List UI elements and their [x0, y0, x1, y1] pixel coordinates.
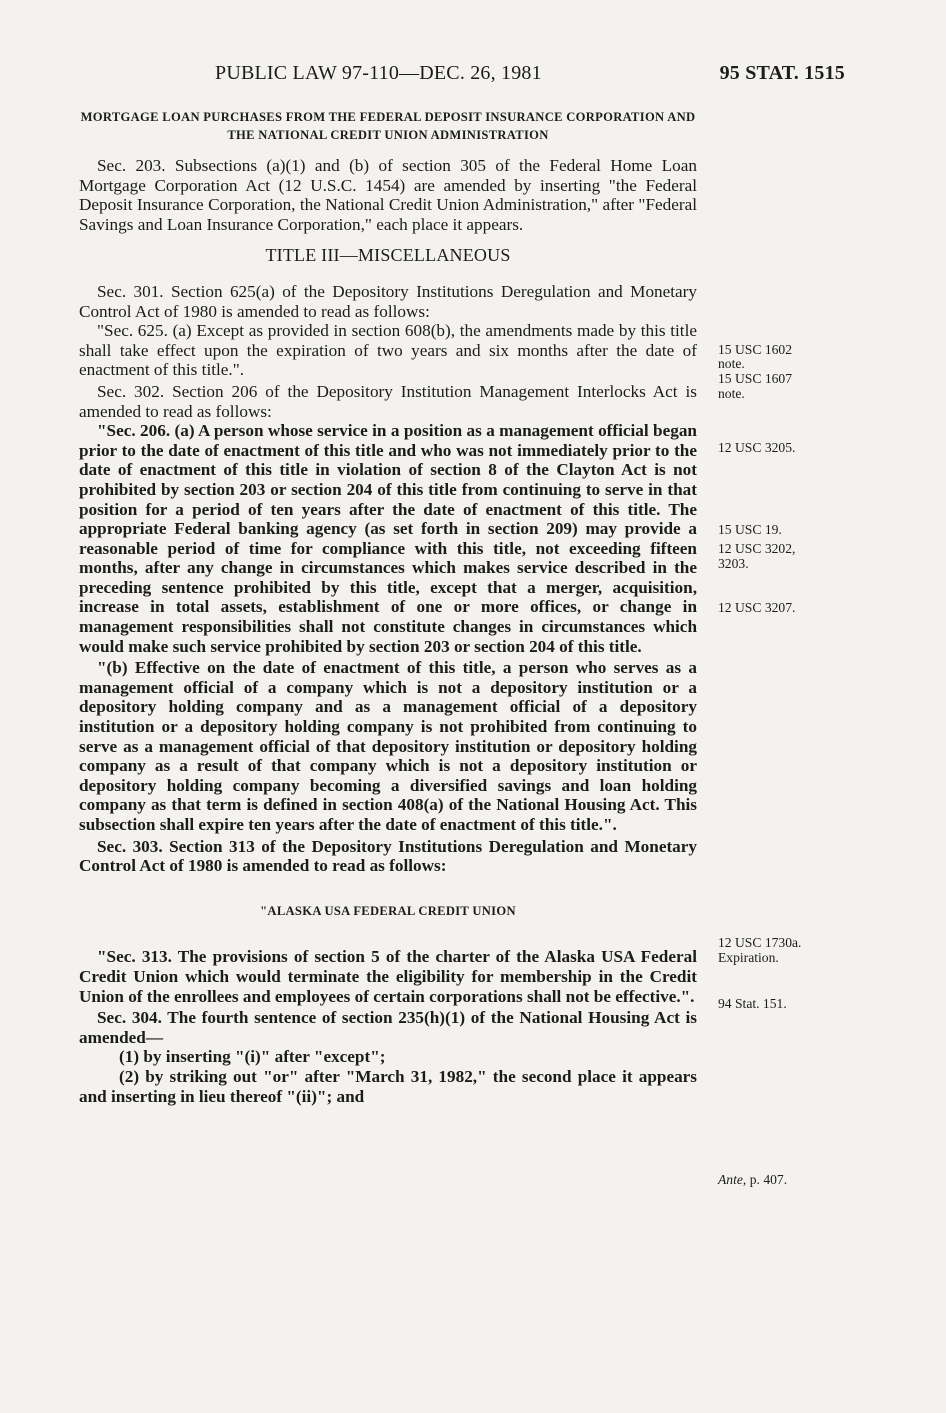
- margin-note: 3203.: [718, 556, 749, 571]
- section-206b-text: "(b) Effective on the date of enactment of this title, a person who serves as a management official of a company which is not a depository institution or a depository holding company and as a management official of a depository institution or a depository holding company is not prohibited from continuing to serve as a management official of that depository institution or depository holding company as a result of that company which is not a depository institution or depository holding company becoming a diversified savings and loan holding company as that term is defined in section 408(a) of the National Housing Act. This subsection shall expire ten years after the date of enactment of this title.".: [79, 658, 697, 834]
- margin-note: 12 USC 3207.: [718, 600, 796, 615]
- alaska-usa-heading: "ALASKA USA FEDERAL CREDIT UNION: [260, 903, 516, 918]
- section-304-text: Sec. 304. The fourth sentence of section 235(h)(1) of the National Housing Act is amended—: [79, 1008, 697, 1047]
- header-stat-page: 95 STAT. 1515: [719, 62, 845, 84]
- margin-note: 15 USC 1607: [718, 371, 793, 386]
- section-206a-text: "Sec. 206. (a) A person whose service in a position as a management official began prior to the date of enactment of this title and who was not immediately prior to the date of enactment of this title in violation of section 8 of the Clayton Act is not prohibited by section 203 or section 204 of this title from continuing to serve in that position for a period of ten years after the date of enactment of this title. The appropriate Federal banking agency (as set forth in section 209) may provide a reasonable period of time for compliance with this title, not exceeding fifteen months, after any change in circumstances which makes service described in the preceding sentence prohibited by this title, except that a merger, acquisition, increase in total assets, establishment of one or more offices, or change in management responsibilities shall not constitute changes in circumstances which would make such service prohibited by section 203 or section 204 of this title.: [79, 421, 697, 656]
- amendment-item-2: (2) by striking out "or" after "March 31, 1982," the second place it appears and inserting in lieu thereof "(ii)"; and: [79, 1066, 697, 1106]
- margin-note: note.: [718, 356, 745, 371]
- section-203-text: Sec. 203. Subsections (a)(1) and (b) of section 305 of the Federal Home Loan Mortgage Corporation Act (12 U.S.C. 1454) are amended by inserting "the Federal Deposit Insurance Corporation, the National Credit Union Administration," after "Federal Savings and Loan Insurance Corporation," each place it appears.: [79, 156, 697, 234]
- margin-note: 12 USC 3205.: [718, 440, 796, 455]
- section-203-heading: MORTGAGE LOAN PURCHASES FROM THE FEDERAL DEPOSIT INSURANCE CORPORATION AND THE NATIONAL CREDIT UNION ADMINISTRATION: [80, 110, 696, 142]
- margin-note: 12 USC 3202,: [718, 541, 796, 556]
- document-body: [79, 108, 697, 1106]
- margin-note: note.: [718, 386, 745, 401]
- section-302-text: Sec. 302. Section 206 of the Depository Institution Management Interlocks Act is amended to read as follows:: [79, 381, 697, 421]
- header-citation: PUBLIC LAW 97-110—DEC. 26, 1981: [215, 62, 542, 84]
- margin-note: 15 USC 19.: [718, 522, 782, 537]
- margin-note: 15 USC 1602: [718, 342, 793, 357]
- section-301-text: Sec. 301. Section 625(a) of the Depository Institutions Deregulation and Monetary Control Act of 1980 is amended to read as follows:: [79, 281, 697, 321]
- amendment-item-1: (1) by inserting "(i)" after "except";: [119, 1047, 386, 1067]
- section-313-text: "Sec. 313. The provisions of section 5 of the charter of the Alaska USA Federal Credit Union which would terminate the eligibility for membership in the Credit Union of the enrollees and employees of certain corporations shall not be effective.".: [79, 947, 697, 1006]
- margin-note-ante: Ante, p. 407.: [718, 1172, 788, 1187]
- margin-note: 94 Stat. 151.: [718, 996, 787, 1011]
- title-iii-heading: TITLE III—MISCELLANEOUS: [265, 245, 511, 266]
- section-625-text: "Sec. 625. (a) Except as provided in section 608(b), the amendments made by this title shall take effect upon the expiration of two years and six months after the date of enactment of this title.".: [79, 321, 697, 380]
- margin-note: Expiration.: [718, 950, 779, 965]
- section-303-text: Sec. 303. Section 313 of the Depository Institutions Deregulation and Monetary Control Act of 1980 is amended to read as follows:: [79, 836, 697, 876]
- margin-note: 12 USC 1730a.: [718, 935, 802, 950]
